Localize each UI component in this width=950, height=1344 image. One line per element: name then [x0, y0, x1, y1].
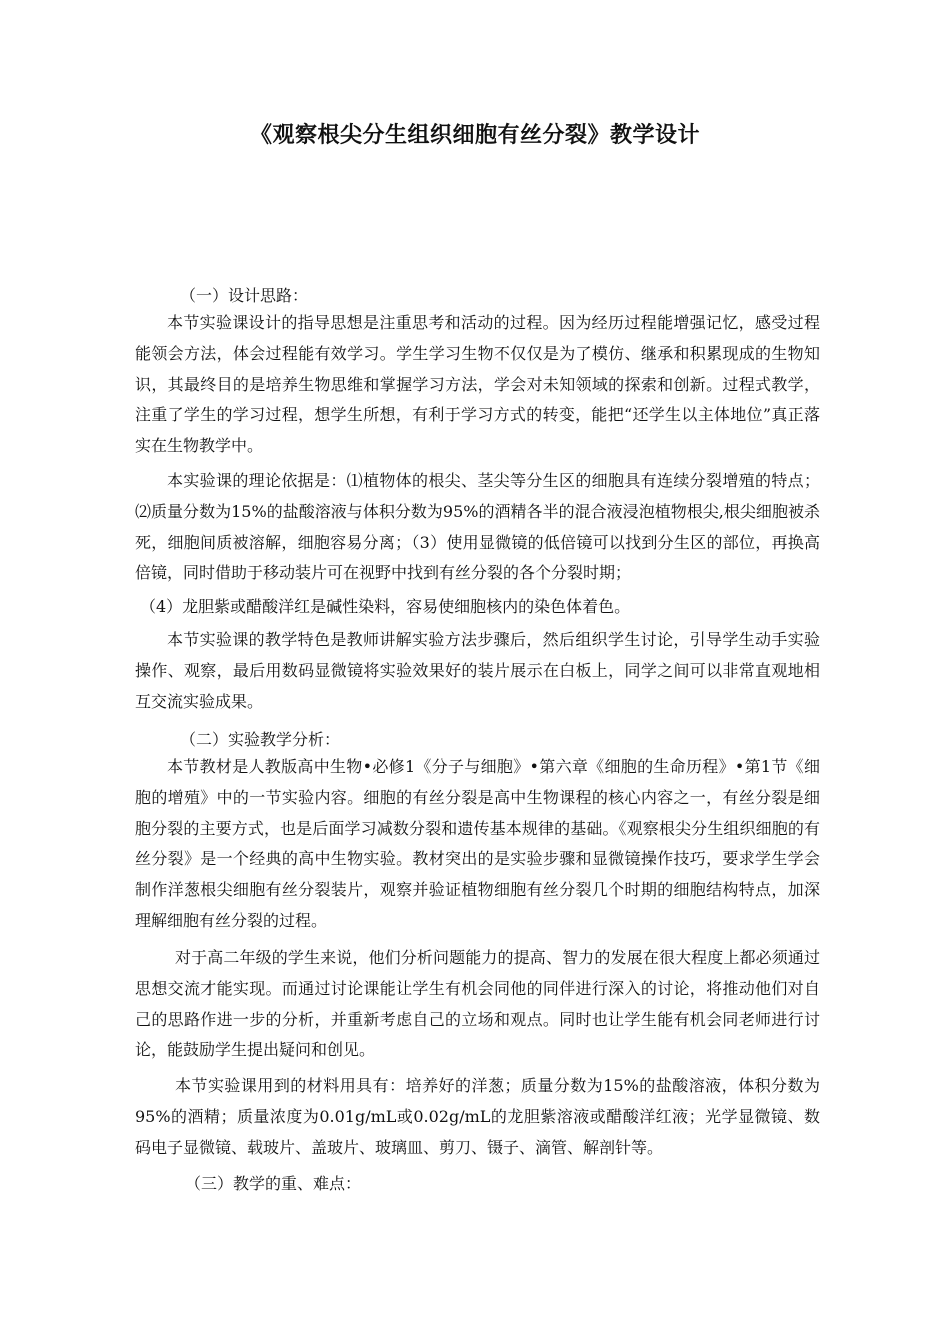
paragraph-student-analysis: 对于高二年级的学生来说，他们分析问题能力的提高、智力的发展在很大程度上都必须通过思想交流才能实现。而通过讨论课能让学生有机会同他的同伴进行深入的讨论，将推动他们对自己的思路作进一步的分析，并重新考虑自己的立场和观点。同时也让学生能有机会同老师进行讨论，能鼓励学生提出疑问和创见。	[135, 948, 820, 1060]
section-heading-design-idea: （一）设计思路：	[180, 286, 309, 305]
paragraph-teaching-feature: 本节实验课的教学特色是教师讲解实验方法步骤后，然后组织学生讨论，引导学生动手实验操作、观察，最后用数码显微镜将实验效果好的装片展示在白板上，同学之间可以非常直观地相互交流实验成果。	[135, 630, 820, 711]
paragraph-theory-basis: 本实验课的理论依据是：⑴植物体的根尖、茎尖等分生区的细胞具有连续分裂增殖的特点；⑵质量分数为15%的盐酸溶液与体积分数为95%的酒精各半的混合液浸泡植物根尖,根尖细胞被杀死，细胞间质被溶解，细胞容易分离；（3）使用显微镜的低倍镜可以找到分生区的部位，再换高倍镜，同时借助于移动装片可在视野中找到有丝分裂的各个分裂时期；	[135, 471, 820, 583]
paragraph-theory-basis-cont: （4）龙胆紫或醋酸洋红是碱性染料，容易使细胞核内的染色体着色。	[140, 597, 631, 616]
document-title: 《观察根尖分生组织细胞有丝分裂》教学设计	[249, 123, 700, 148]
section-heading-key-points: （三）教学的重、难点：	[185, 1174, 362, 1193]
paragraph-design-idea-1: 本节实验课设计的指导思想是注重思考和活动的过程。因为经历过程能增强记忆，感受过程能领会方法，体会过程能有效学习。学生学习生物不仅仅是为了模仿、继承和积累现成的生物知识，其最终目的是培养生物思维和掌握学习方法，学会对未知领域的探索和创新。过程式教学，注重了学生的学习过程，想学生所想，有利于学习方式的转变，能把“还学生以主体地位”真正落实在生物教学中。	[135, 313, 820, 456]
paragraph-materials: 本节实验课用到的材料用具有：培养好的洋葱；质量分数为15%的盐酸溶液，体积分数为95%的酒精；质量浓度为0.01g/mL或0.02g/mL的龙胆紫溶液或醋酸洋红液；光学显微镜、数码电子显微镜、载玻片、盖玻片、玻璃皿、剪刀、镊子、滴管、解剖针等。	[135, 1076, 820, 1157]
section-heading-analysis: （二）实验教学分析：	[180, 730, 341, 749]
paragraph-textbook-analysis: 本节教材是人教版高中生物•必修1《分子与细胞》•第六章《细胞的生命历程》•第1节《细胞的增殖》中的一节实验内容。细胞的有丝分裂是高中生物课程的核心内容之一，有丝分裂是细胞分裂的主要方式，也是后面学习减数分裂和遗传基本规律的基础。《观察根尖分生组织细胞的有丝分裂》是一个经典的高中生物实验。教材突出的是实验步骤和显微镜操作技巧，要求学生学会制作洋葱根尖细胞有丝分裂装片，观察并验证植物细胞有丝分裂几个时期的细胞结构特点，加深理解细胞有丝分裂的过程。	[135, 757, 820, 930]
